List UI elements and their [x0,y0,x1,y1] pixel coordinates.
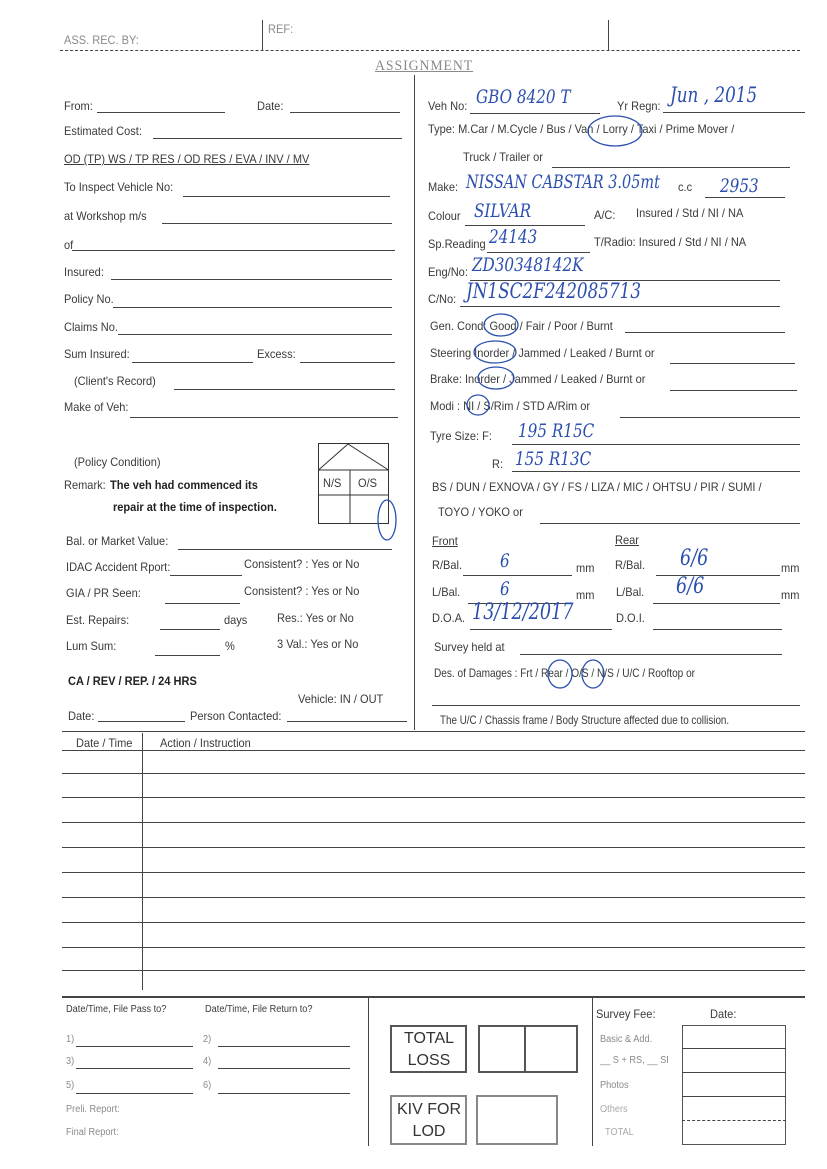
person-contacted-field[interactable] [287,721,407,722]
file-return-label: Date/Time, File Return to? [205,1004,313,1015]
footer-divider [592,998,593,1146]
date2-field[interactable] [98,721,185,722]
workshop-field[interactable] [162,223,392,224]
days-label: days [224,613,248,627]
entry-4-label: 4) [203,1056,212,1067]
clients-record-field[interactable] [174,389,395,390]
claims-no-label: Claims No. [64,320,118,334]
table-row[interactable] [62,822,805,823]
table-bottom-rule [62,996,805,998]
policy-condition-label: (Policy Condition) [74,455,161,469]
entry-3-field[interactable] [76,1068,193,1069]
gia-label: GIA / PR Seen: [66,586,141,600]
market-value-label: Bal. or Market Value: [66,534,169,548]
yr-regn-label: Yr Regn: [617,99,661,113]
mm-label: mm [576,588,595,602]
tyre-rear-value: 155 R13C [515,448,592,470]
divider [524,1026,526,1072]
make-value: NISSAN CABSTAR 3.05mt [466,171,660,193]
eng-no-value: ZD30348142K [472,254,584,276]
rear-lbal-field[interactable] [653,603,780,604]
date-label: Date: [257,99,284,113]
total-loss-check-box[interactable] [478,1025,578,1073]
veh-no-field[interactable] [470,113,600,114]
os-label: O/S [358,476,378,490]
table-row[interactable] [62,872,805,873]
table-row[interactable] [62,797,805,798]
make-label: Make: [428,180,459,194]
idac-label: IDAC Accident Rport: [66,560,171,574]
percent-label: % [225,639,235,653]
tyre-brands: BS / DUN / EXNOVA / GY / FS / LIZA / MIC / OHTSU / PIR / SUMI / [432,480,762,494]
ns-label: N/S [323,476,342,490]
table-column-divider [142,733,143,990]
front-rbal-label: R/Bal. [432,558,463,572]
fee-others-field[interactable] [682,1120,786,1121]
entry-1-field[interactable] [76,1046,193,1047]
mm-label: mm [781,561,800,575]
date-field[interactable] [290,112,400,113]
inspect-vehicle-label: To Inspect Vehicle No: [64,180,174,194]
front-lbal-label: L/Bal. [432,585,461,599]
c-no-value: JN1SC2F242085713 [466,279,642,303]
fee-date-label: Date: [710,1007,737,1021]
workshop-label: at Workshop m/s [64,209,147,223]
table-row[interactable] [62,847,805,848]
divider [608,20,609,50]
survey-held-field[interactable] [520,654,782,655]
lum-sum-label: Lum Sum: [66,639,117,653]
remark-line-2: repair at the time of inspection. [113,500,277,514]
table-row[interactable] [62,970,805,971]
tyre-brands-2: TOYO / YOKO or [438,505,523,519]
front-heading: Front [432,534,458,548]
tyre-brand-field[interactable] [540,523,800,524]
table-row[interactable] [62,773,805,774]
modi-field[interactable] [620,417,800,418]
file-pass-label: Date/Time, File Pass to? [66,1004,167,1015]
of-label: of [64,238,74,252]
front-rbal-value: 6 [500,550,510,572]
inspect-vehicle-field[interactable] [183,196,390,197]
entry-3-label: 3) [66,1056,75,1067]
entry-2-label: 2) [203,1034,212,1045]
excess-label: Excess: [257,347,296,361]
rear-lbal-label: L/Bal. [616,585,645,599]
tyre-front-value: 195 R15C [518,420,595,442]
entry-4-field[interactable] [218,1068,350,1069]
divider [262,20,263,50]
tyre-size-label: Tyre Size: F: [430,429,492,443]
entry-5-field[interactable] [76,1093,193,1094]
table-row[interactable] [62,922,805,923]
entry-6-label: 6) [203,1080,212,1091]
header-rule [60,50,800,51]
rear-heading: Rear [615,533,639,547]
modi-options: Modi : NI / S/Rim / STD A/Rim or [430,399,591,413]
colour-label: Colour [428,209,461,223]
est-repairs-field[interactable] [160,629,220,630]
from-field[interactable] [97,112,225,113]
tyre-front-field[interactable] [512,444,800,445]
veh-no-label: Veh No: [428,99,468,113]
estimated-cost-label: Estimated Cost: [64,124,142,138]
tyre-rear-label: R: [492,457,504,471]
tyre-rear-field[interactable] [512,471,800,472]
mm-label: mm [576,561,595,575]
lum-sum-field[interactable] [155,655,220,656]
vehicle-in-out: Vehicle: IN / OUT [298,692,384,706]
entry-6-field[interactable] [218,1093,350,1094]
ac-options: Insured / Std / NI / NA [636,206,744,220]
front-rbal-field[interactable] [463,575,572,576]
total-label: TOTAL [605,1127,634,1138]
remark-label: Remark: [64,478,106,492]
total-loss-box [390,1025,467,1073]
basic-add-label: Basic & Add. [600,1034,653,1045]
yr-regn-value: Jun , 2015 [670,83,758,107]
truck-trailer-label: Truck / Trailer or [463,150,543,164]
fee-basic-field[interactable] [682,1048,786,1049]
entry-5-label: 5) [66,1080,75,1091]
doa-label: D.O.A. [432,611,466,625]
sp-reading-field[interactable] [487,252,590,253]
photos-label: Photos [600,1080,629,1091]
others-label: Others [600,1104,628,1115]
footer-divider [368,998,369,1146]
survey-held-label: Survey held at [434,640,505,654]
gen-cond-field[interactable] [625,332,785,333]
ca-rev-options: CA / REV / REP. / 24 HRS [68,674,197,688]
gia-field[interactable] [165,603,240,604]
brake-options: Brake: Inorder / Jammed / Leaked / Burnt or [430,372,646,386]
steering-options: Steering Inorder / Jammed / Leaked / Burnt or [430,346,655,360]
mm-label: mm [781,588,800,602]
doi-label: D.O.I. [616,611,645,625]
preli-report-label: Preli. Report: [66,1104,120,1115]
rear-rbal-label: R/Bal. [615,558,646,572]
fee-photos-field[interactable] [682,1096,786,1097]
cc-field[interactable] [705,197,785,198]
kiv-check-box[interactable] [476,1095,558,1145]
yr-regn-field[interactable] [663,112,805,113]
table-row[interactable] [62,897,805,898]
sp-reading-label: Sp.Reading [428,237,486,251]
sum-insured-field[interactable] [132,362,253,363]
rear-rbal-field[interactable] [656,575,780,576]
cc-label: c.c [678,180,693,194]
c-no-label: C/No: [428,292,457,306]
eng-no-label: Eng/No: [428,265,468,279]
cc-value: 2953 [720,175,759,197]
kiv-for-lod-box [390,1095,467,1145]
date2-label: Date: [68,709,95,723]
insured-label: Insured: [64,265,104,279]
veh-no-value: GBO 8420 T [476,86,571,108]
policy-no-label: Policy No. [64,292,114,306]
claim-types: OD (TP) WS / TP RES / OD RES / EVA / INV / MV [64,152,310,166]
sum-insured-label: Sum Insured: [64,347,130,361]
c-no-field[interactable] [460,306,780,307]
doa-value: 13/12/2017 [472,600,574,625]
est-repairs-label: Est. Repairs: [66,613,130,627]
table-row[interactable] [62,750,805,751]
survey-fee-table [682,1025,786,1145]
three-val-label: 3 Val.: Yes or No [277,637,359,651]
kiv-for-lod-label: KIV FOR LOD [396,1101,461,1140]
idac-field[interactable] [170,575,242,576]
estimated-cost-field[interactable] [153,138,402,139]
market-value-field[interactable] [178,549,392,550]
res-label: Res.: Yes or No [277,611,354,625]
ac-label: A/C: [594,208,616,222]
of-field[interactable] [72,250,395,251]
remark-line-1: The veh had commenced its [110,478,258,492]
chassis-statement: The U/C / Chassis frame / Body Structure affected due to collision. [440,713,730,727]
tradio-options: T/Radio: Insured / Std / NI / NA [594,235,747,249]
table-top-rule [62,731,805,732]
make-of-veh-label: Make of Veh: [64,400,129,414]
column-divider [414,75,415,730]
insured-field[interactable] [111,279,392,280]
make-of-veh-field[interactable] [130,417,398,418]
ass-rec-by-label: ASS. REC. BY: [64,33,139,47]
gen-cond-options: Gen. Cond: Good / Fair / Poor / Burnt [430,319,613,333]
fee-srs-field[interactable] [682,1072,786,1073]
steering-field[interactable] [670,363,795,364]
excess-field[interactable] [300,362,395,363]
col-action-instruction: Action / Instruction [160,736,251,750]
rear-rbal-value: 6/6 [680,546,709,571]
page-title: ASSIGNMENT [375,58,474,74]
survey-fee-label: Survey Fee: [596,1007,656,1021]
from-label: From: [64,99,93,113]
front-lbal-value: 6 [500,578,510,600]
vehicle-type-options: Type: M.Car / M.Cycle / Bus / Van / Lorry / Taxi / Prime Mover / [428,122,735,136]
idac-consistent: Consistent? : Yes or No [244,557,360,571]
entry-2-field[interactable] [218,1046,350,1047]
ref-label: REF: [268,22,294,36]
clients-record-label: (Client's Record) [74,374,156,388]
rear-lbal-value: 6/6 [676,574,705,599]
claims-no-field[interactable] [118,334,392,335]
sp-reading-value: 24143 [489,226,538,248]
vehicle-side-diagram [318,443,388,523]
gia-consistent: Consistent? : Yes or No [244,584,360,598]
brake-field[interactable] [670,390,797,391]
damages-field[interactable] [432,705,800,706]
person-contacted-label: Person Contacted: [190,709,282,723]
colour-value: SILVAR [474,200,532,222]
doi-field[interactable] [653,629,782,630]
table-row[interactable] [62,947,805,948]
entry-1-label: 1) [66,1034,75,1045]
total-loss-label: TOTAL LOSS [403,1030,455,1069]
truck-trailer-field[interactable] [552,167,790,168]
policy-no-field[interactable] [113,307,392,308]
damages-options: Des. of Damages : Frt / Rear / O/S / N/S / U/C / Rooftop or [434,666,696,680]
final-report-label: Final Report: [66,1127,119,1138]
col-date-time: Date / Time [76,736,133,750]
srs-label: __ S + RS, __ SI [600,1055,669,1066]
doa-field[interactable] [470,629,612,630]
